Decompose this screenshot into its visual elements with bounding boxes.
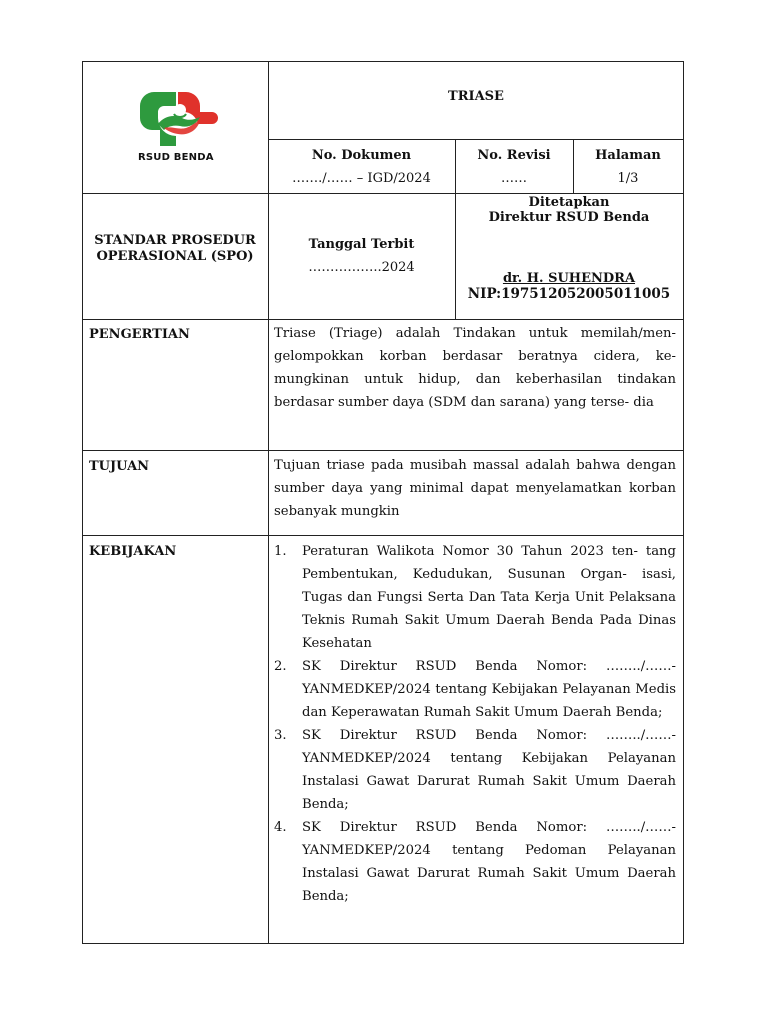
list-number: 4.: [274, 820, 287, 835]
no-revisi-label: No. Revisi: [477, 148, 551, 163]
direktur-label: Direktur RSUD Benda: [488, 210, 650, 225]
tujuan-text: Tujuan triase pada musibah massal adalah bahwa dengan sumber daya yang minimal dapat menyelamatkan korban sebanyak mungkin: [274, 458, 676, 519]
halaman-label: Halaman: [595, 148, 661, 163]
halaman-value: 1/3: [617, 171, 639, 186]
list-item: [274, 655, 676, 724]
tujuan-label: TUJUAN: [89, 459, 150, 474]
tanggal-terbit-value: ……………..2024: [308, 260, 415, 275]
no-dokumen-label: No. Dokumen: [311, 148, 412, 163]
signer-name: dr. H. SUHENDRA: [502, 271, 636, 286]
list-text: SK Direktur RSUD Benda Nomor: ……../……- YANMEDKEP/2024 tentang Pedoman Pelayanan Instalasi Gawat Darurat Rumah Sakit Umum Daerah Benda;: [302, 820, 676, 904]
list-text: Peraturan Walikota Nomor 30 Tahun 2023 ten- tang Pembentukan, Kedudukan, Susunan Organ- isasi, Tugas dan Fungsi Serta Dan Tata Kerja Unit Pelaksana Teknis Rumah Sakit Umum Daerah Benda Pada Dinas Kesehatan: [302, 544, 676, 651]
ditetapkan-label: Ditetapkan: [528, 195, 610, 210]
list-text: SK Direktur RSUD Benda Nomor: ……../……- YANMEDKEP/2024 tentang Kebijakan Pelayanan Medis dan Keperawatan Rumah Sakit Umum Daerah Benda;: [302, 659, 676, 720]
no-revisi-value: ……: [501, 171, 527, 186]
no-dokumen-value: ……./…… – IGD/2024: [292, 171, 431, 186]
pengertian-label: PENGERTIAN: [89, 327, 190, 342]
list-item: [274, 724, 676, 816]
spo-title: STANDAR PROSEDUR OPERASIONAL (SPO): [94, 233, 256, 264]
logo-text: RSUD BENDA: [138, 152, 214, 163]
list-number: 1.: [274, 544, 287, 559]
list-number: 2.: [274, 659, 287, 674]
list-item: [274, 540, 676, 655]
kebijakan-list: [274, 540, 676, 908]
logo-cross-icon: [120, 88, 230, 150]
pengertian-text: Triase (Triage) adalah Tindakan untuk memilah/men- gelompokkan korban berdasar beratnya cidera, ke- mungkinan untuk hidup, dan keberhasilan tindakan berdasar sumber daya (SDM dan sarana) yang terse- dia: [274, 326, 676, 410]
kebijakan-label: KEBIJAKAN: [89, 544, 177, 559]
hospital-logo: [120, 88, 230, 168]
tanggal-terbit-label: Tanggal Terbit: [308, 237, 415, 252]
document-title: TRIASE: [448, 89, 504, 104]
signer-nip: NIP:197512052005011005: [467, 286, 671, 302]
list-number: 3.: [274, 728, 287, 743]
list-item: [274, 816, 676, 908]
list-text: SK Direktur RSUD Benda Nomor: ……../……- YANMEDKEP/2024 tentang Kebijakan Pelayanan Instalasi Gawat Darurat Rumah Sakit Umum Daerah Benda;: [302, 728, 676, 812]
